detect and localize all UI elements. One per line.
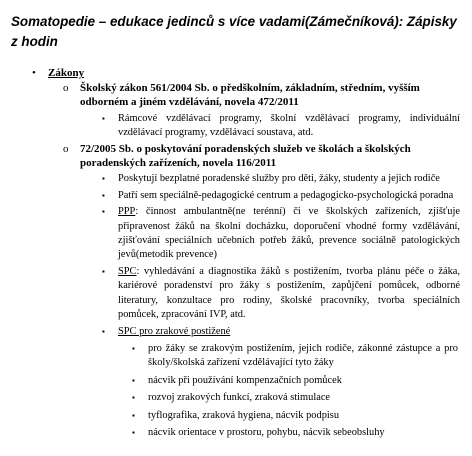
list-item xyxy=(0,112,460,141)
bullet: o xyxy=(63,82,69,94)
bullet: ▪ xyxy=(102,207,105,217)
sub-list-item xyxy=(0,342,458,371)
sub-list-item-text: pro žáky se zrakovým postižením, jejich rodiče, zákonné zástupce a pro školy/školská zařízení vzdělávající tyto žáky xyxy=(148,342,458,369)
spc-visual-heading: SPC pro zrakové postižené xyxy=(118,325,231,337)
section-laws xyxy=(0,66,472,80)
sub-list-item-text: rozvoj zrakových funkcí, zraková stimulace xyxy=(148,392,331,404)
bullet: o xyxy=(63,142,69,155)
notes-outline xyxy=(0,66,472,440)
list-item xyxy=(0,172,460,186)
bullet: ▪ xyxy=(102,113,105,123)
sub-list-item xyxy=(0,426,458,440)
sub-list-item-text: tyflografika, zraková hygiena, nácvik podpisu xyxy=(148,409,340,421)
law-item xyxy=(0,81,452,110)
spc-term: SPC xyxy=(118,265,137,277)
list-item-ppp xyxy=(0,205,460,263)
section-heading: Zákony xyxy=(48,67,85,79)
list-item-spc-visual xyxy=(0,325,460,339)
bullet: ▪ xyxy=(132,410,135,420)
sub-list-item-text: nácvik orientace v prostoru, pohybu, nácvik sebeobsluhy xyxy=(148,426,385,438)
list-item-text: Patří sem speciálně-pedagogické centrum a pedagogicko-psychologická poradna xyxy=(118,189,454,201)
ppp-text: : činnost ambulantně(ne terénní) či ve školských zařízeních, zjišťuje připravenost žáků na školní docházku, doporučení vhodné formy vzdělávání, zjišťování speciálních učebních potřeb žáků, prevence sociálně patologických jevů(metodik prevence) xyxy=(118,206,460,261)
list-item-text: Rámcové vzdělávací programy, školní vzdělávací programy, individuální vzdělávací programy, vzdělávací soustava, atd. xyxy=(118,112,460,139)
bullet: ▪ xyxy=(102,266,105,276)
sub-list-item-text: nácvik při používání kompenzačních pomůcek xyxy=(148,374,342,386)
bullet: ▪ xyxy=(132,427,135,437)
sub-list-item xyxy=(0,409,458,423)
list-item-spc xyxy=(0,265,460,323)
bullet: ▪ xyxy=(132,393,135,403)
page-title: Somatopedie – edukace jedinců s více vadami(Zámečníková): Zápisky z hodin xyxy=(11,14,457,49)
bullet: ▪ xyxy=(102,190,105,200)
spc-text: : vyhledávání a diagnostika žáků s postižením, tvorba plánu péče o žáka, kariérové poradenství pro žáky s postižením, zapůjčení pomůcek, odborné literatury, konzultace pro rodiny, školské pracovníky, tvorba speciálních pomůcek, zpracování IVP, atd. xyxy=(118,265,460,321)
ppp-term: PPP xyxy=(118,206,136,218)
law-title: 72/2005 Sb. o poskytování poradenských služeb ve školách a školských poradenských zařízeních, novela 116/2011 xyxy=(80,142,411,170)
bullet: ▪ xyxy=(132,343,135,353)
bullet: ▪ xyxy=(102,326,105,336)
bullet: ▪ xyxy=(102,174,105,184)
law-item xyxy=(0,142,452,171)
list-item-text: Poskytují bezplatné poradenské služby pro děti, žáky, studenty a jejich rodiče xyxy=(118,173,440,185)
list-item xyxy=(0,189,460,203)
law-title: Školský zákon 561/2004 Sb. o předškolním, základním, středním, vyšším odborném a jiném vzdělávání, novela 472/2011 xyxy=(80,82,420,109)
bullet: • xyxy=(32,67,36,79)
bullet: ▪ xyxy=(132,375,135,385)
sub-list-item xyxy=(0,391,458,405)
sub-list-item xyxy=(0,374,458,388)
